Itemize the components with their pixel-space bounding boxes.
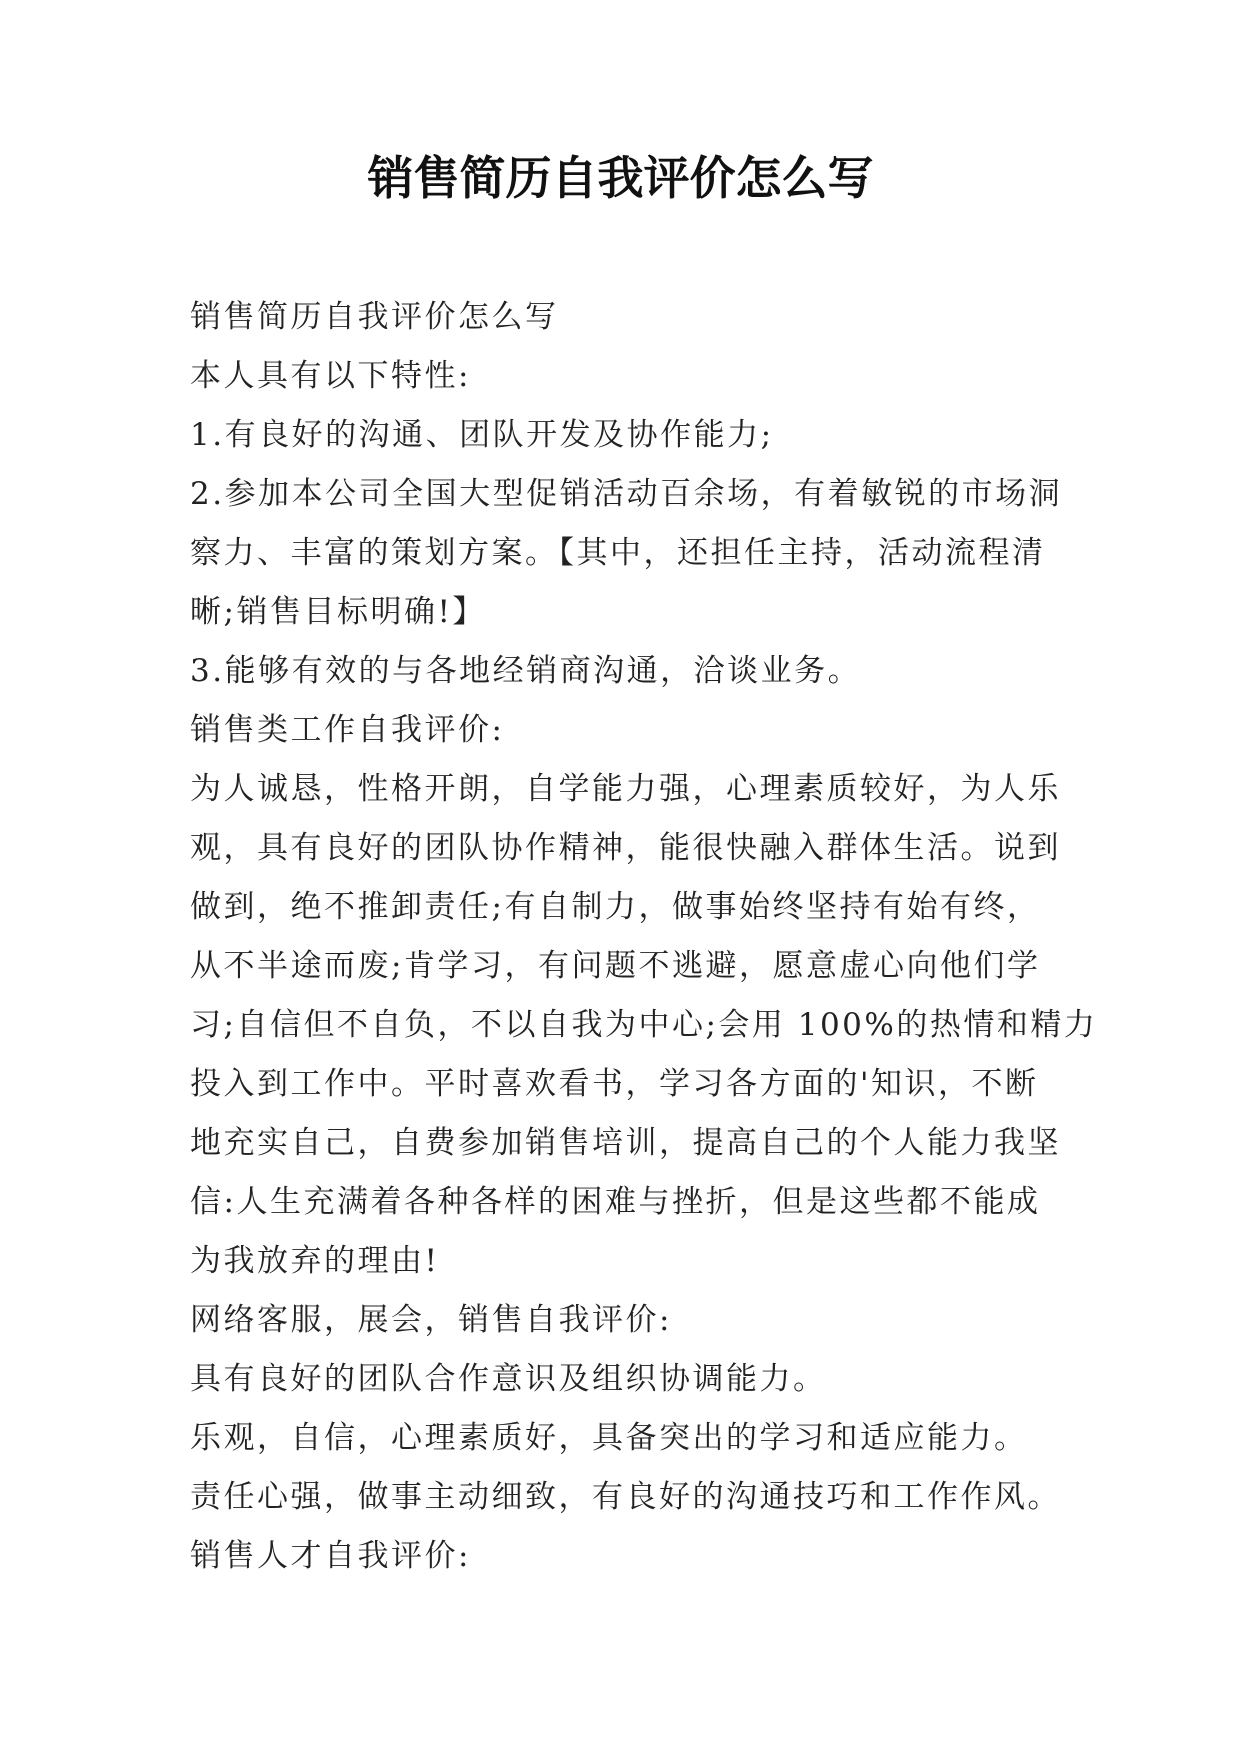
body-line: 为人诚恳，性格开朗，自学能力强，心理素质较好，为人乐 [190, 771, 1061, 807]
body-line: 销售类工作自我评价: [190, 712, 505, 748]
body-line: 销售简历自我评价怎么写 [190, 299, 559, 335]
body-line: 1.有良好的沟通、团队开发及协作能力; [190, 417, 774, 453]
body-line: 本人具有以下特性: [190, 358, 471, 394]
body-line: 乐观，自信，心理素质好，具备突出的学习和适应能力。 [190, 1420, 1028, 1456]
body-line: 投入到工作中。平时喜欢看书，学习各方面的'知识，不断 [190, 1066, 1039, 1102]
body-line: 察力、丰富的策划方案。【其中，还担任主持，活动流程清 [190, 535, 1046, 571]
body-line: 观，具有良好的团队协作精神，能很快融入群体生活。说到 [190, 830, 1061, 866]
body-line: 晰;销售目标明确!】 [190, 594, 486, 630]
body-line: 3.能够有效的与各地经销商沟通，洽谈业务。 [190, 653, 862, 689]
body-line: 2.参加本公司全国大型促销活动百余场，有着敏锐的市场洞 [190, 476, 1063, 512]
body-line: 销售人才自我评价: [190, 1538, 471, 1574]
body-line: 为我放弃的理由! [190, 1243, 440, 1279]
body-line: 责任心强，做事主动细致，有良好的沟通技巧和工作作风。 [190, 1479, 1061, 1515]
body-line: 做到，绝不推卸责任;有自制力，做事始终坚持有始有终， [190, 889, 1041, 925]
body-line: 具有良好的团队合作意识及组织协调能力。 [190, 1361, 827, 1397]
body-line: 从不半途而废;肯学习，有问题不逃避，愿意虚心向他们学 [190, 948, 1041, 984]
body-line: 信:人生充满着各种各样的困难与挫折，但是这些都不能成 [190, 1184, 1041, 1220]
body-line: 习;自信但不自负，不以自我为中心;会用 100%的热情和精力 [190, 1007, 1098, 1043]
document-title: 销售简历自我评价怎么写 [367, 151, 874, 205]
body-line: 网络客服，展会，销售自我评价: [190, 1302, 672, 1338]
body-line: 地充实自己，自费参加销售培训，提高自己的个人能力我坚 [190, 1125, 1061, 1161]
document-body [190, 288, 1098, 1586]
